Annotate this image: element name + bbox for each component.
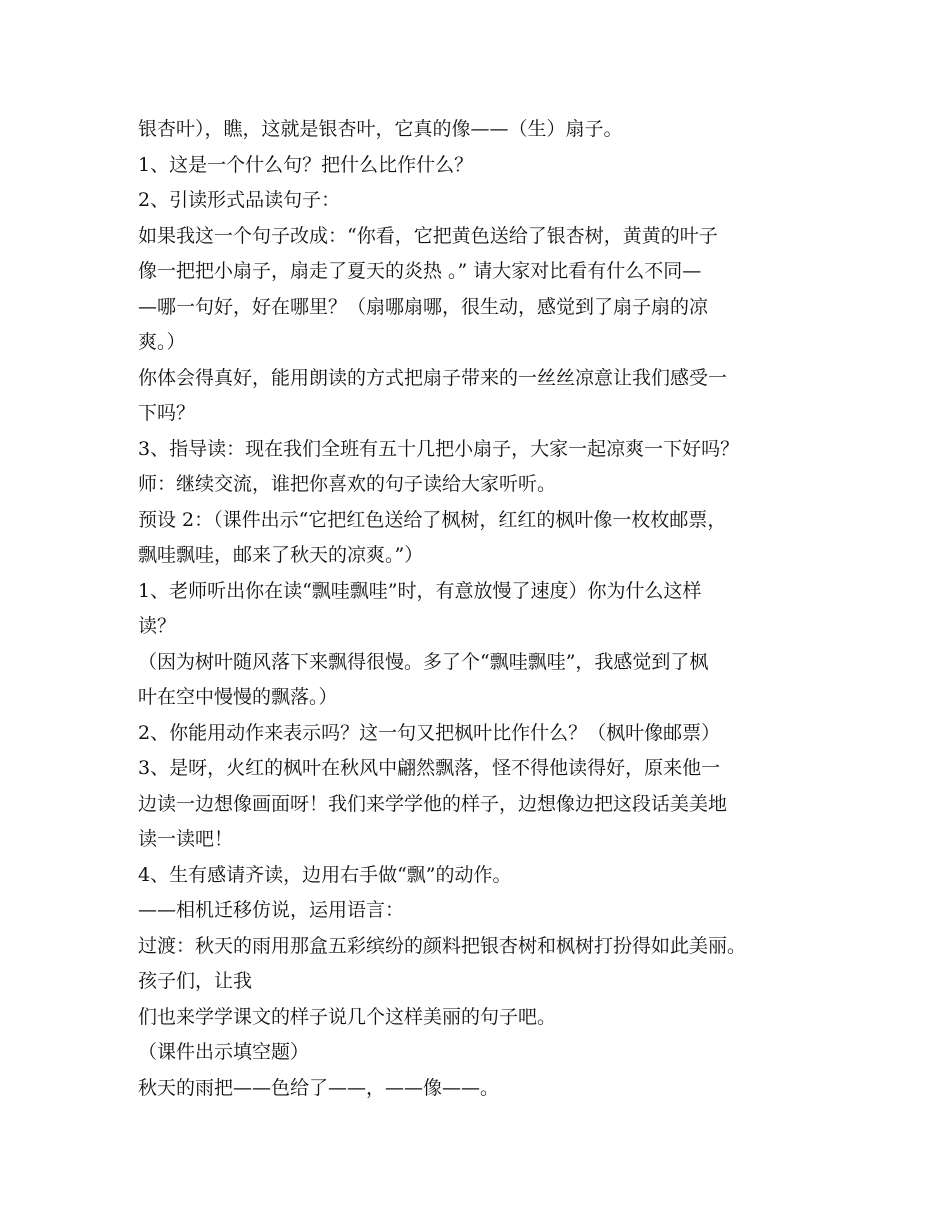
- text-line: 秋天的雨把——色给了——，——像——。: [138, 1076, 500, 1099]
- text-line: 银杏叶），瞧，这就是银杏叶，它真的像——（生）扇子。: [138, 118, 623, 140]
- text-line: 如果我这一个句子改成：“你看，它把黄色送给了银杏树，黄黄的叶子: [138, 224, 718, 247]
- text-line: 边读一边想像画面呀！我们来学学他的样子，边想像边把这段话美美地: [138, 792, 728, 815]
- text-line: 1、这是一个什么句？把什么比作什么？: [138, 153, 474, 176]
- text-line: （课件出示填空题）: [138, 1041, 310, 1063]
- text-line: 飘哇飘哇，邮来了秋天的凉爽。”）: [138, 544, 424, 566]
- text-line: 3、指导读：现在我们全班有五十几把小扇子，大家一起凉爽一下好吗？: [138, 437, 740, 460]
- text-line: —哪一句好，好在哪里？（扇哪扇哪，很生动，感觉到了扇子扇的凉: [138, 295, 709, 318]
- text-line: ——相机迁移仿说，运用语言：: [138, 899, 405, 921]
- text-line: 读？: [138, 615, 177, 637]
- document-body: [138, 112, 818, 1106]
- text-line: 叶在空中慢慢的飘落。）: [138, 686, 338, 708]
- text-line: 读一读吧！: [138, 828, 234, 850]
- text-line: 预设 2：（课件出示“它把红色送给了枫树，红红的枫叶像一枚枚邮票，: [138, 508, 727, 531]
- text-line: 像一把把小扇子，扇走了夏天的炎热 。” 请大家对比看有什么不同—: [138, 260, 702, 282]
- text-line: 3、是呀，火红的枫叶在秋风中翩然飘落，怪不得他读得好，原来他一: [138, 757, 721, 779]
- text-line: 1、老师听出你在读“飘哇飘哇”时，有意放慢了速度）你为什么这样: [138, 579, 702, 602]
- text-line: （因为树叶随风落下来飘得很慢。多了个“飘哇飘哇”，我感觉到了枫: [138, 650, 709, 673]
- text-line: 4、生有感请齐读，边用右手做“飘”的动作。: [138, 863, 512, 886]
- text-line: 爽。）: [138, 331, 186, 353]
- text-line: 2、你能用动作来表示吗？这一句又把枫叶比作什么？（枫叶像邮票）: [138, 721, 721, 744]
- text-line: 师：继续交流，谁把你喜欢的句子读给大家听听。: [138, 473, 557, 495]
- text-line: 2、引读形式品读句子：: [138, 189, 341, 211]
- text-line: 们也来学学课文的样子说几个这样美丽的句子吧。: [138, 1005, 557, 1028]
- text-line: 你体会得真好，能用朗读的方式把扇子带来的一丝丝凉意让我们感受一: [138, 366, 728, 389]
- text-line: 下吗？: [138, 402, 196, 424]
- text-line: 过渡：秋天的雨用那盒五彩缤纷的颜料把银杏树和枫树打扮得如此美丽。: [138, 934, 747, 957]
- text-line: 孩子们，让我: [138, 970, 253, 992]
